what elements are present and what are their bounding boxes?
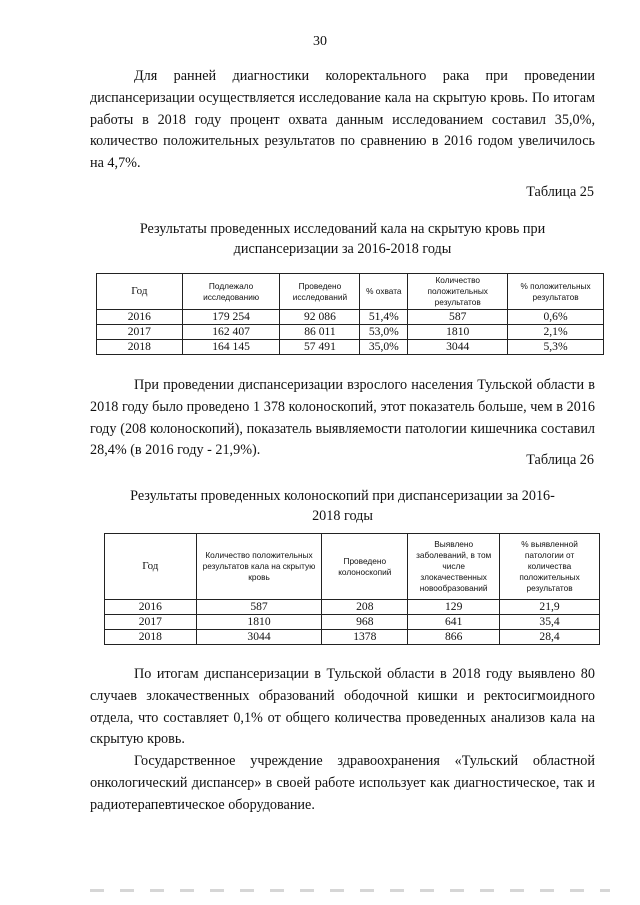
table-cell: 2018 (105, 630, 197, 645)
table-cell: 3044 (408, 340, 508, 355)
table-row (97, 325, 604, 340)
table-row (97, 310, 604, 325)
table-row (105, 630, 600, 645)
table-26-header: % выявленной патологии от количества положительных результатов (500, 534, 600, 600)
table-cell: 1810 (408, 325, 508, 340)
table-26-header: Проведено колоноскопий (322, 534, 408, 600)
paragraph-findings (90, 664, 595, 751)
table-cell: 2017 (105, 615, 197, 630)
table-cell: 0,6% (508, 310, 604, 325)
paragraph-text: При проведении диспансеризации взрослого населения Тульской области в 2018 году было проведено 1 378 колоноскопий, этот показатель больше, чем в 2016 году (208 колоноскопий), показатель выявляемости патологии кишечника составил 28,4% (в 2016 году - 21,9%). (90, 377, 595, 459)
table-25-header: Количество положительных результатов (408, 274, 508, 310)
paragraph-colonoscopy (90, 375, 595, 462)
table-cell: 3044 (196, 630, 322, 645)
table-cell: 164 145 (182, 340, 280, 355)
table-cell: 1378 (322, 630, 408, 645)
table-25-header: Год (97, 274, 183, 310)
table-25-title: Результаты проведенных исследований кала на скрытую кровь при диспансеризации за 2016-2018 годы (139, 221, 546, 257)
paragraph-colorectal-screening (90, 66, 595, 175)
table-cell: 587 (408, 310, 508, 325)
table-cell: 57 491 (280, 340, 360, 355)
table-26-header: Выявлено заболеваний, в том числе злокачественных новообразований (408, 534, 500, 600)
table-row (105, 600, 600, 615)
table-cell: 21,9 (500, 600, 600, 615)
table-26-header: Год (105, 534, 197, 600)
table-cell: 2016 (105, 600, 197, 615)
table-cell: 641 (408, 615, 500, 630)
table-cell: 35,0% (360, 340, 408, 355)
table-26 (104, 533, 600, 645)
table-25 (96, 273, 604, 355)
table-26-caption: Таблица 26 (526, 452, 594, 468)
table-cell: 866 (408, 630, 500, 645)
table-cell: 179 254 (182, 310, 280, 325)
table-cell: 2018 (97, 340, 183, 355)
table-cell: 208 (322, 600, 408, 615)
table-cell: 968 (322, 615, 408, 630)
table-cell: 86 011 (280, 325, 360, 340)
table-cell: 2016 (97, 310, 183, 325)
table-cell: 51,4% (360, 310, 408, 325)
table-25-header: % положительных результатов (508, 274, 604, 310)
paragraph-oncology-dispensary (90, 751, 595, 816)
scan-artifact-divider (90, 889, 610, 892)
table-25-caption: Таблица 25 (526, 184, 594, 200)
table-26-header: Количество положительных результатов кала на скрытую кровь (196, 534, 322, 600)
table-cell: 162 407 (182, 325, 280, 340)
table-26-title: Результаты проведенных колоноскопий при диспансеризации за 2016-2018 годы (130, 488, 555, 524)
table-cell: 129 (408, 600, 500, 615)
table-cell: 28,4 (500, 630, 600, 645)
table-cell: 5,3% (508, 340, 604, 355)
table-cell: 2017 (97, 325, 183, 340)
table-cell: 53,0% (360, 325, 408, 340)
table-cell: 1810 (196, 615, 322, 630)
table-row (97, 340, 604, 355)
paragraph-text: По итогам диспансеризации в Тульской области в 2018 году выявлено 80 случаев злокачественных образований ободочной кишки и ректосигмоидного отдела, что составляет 0,1% от общего количества проведенных анализов кала на скрытую кровь. (90, 666, 595, 748)
table-cell: 92 086 (280, 310, 360, 325)
table-25-header: Подлежало исследованию (182, 274, 280, 310)
page-number: 30 (313, 34, 327, 49)
paragraph-text: Государственное учреждение здравоохранения «Тульский областной онкологический диспансер» в своей работе использует как диагностическое, так и радиотерапевтическое оборудование. (90, 753, 595, 813)
table-25-header: % охвата (360, 274, 408, 310)
table-row (105, 615, 600, 630)
table-25-header: Проведено исследований (280, 274, 360, 310)
table-cell: 35,4 (500, 615, 600, 630)
paragraph-text: Для ранней диагностики колоректального рака при проведении диспансеризации осуществляется исследование кала на скрытую кровь. По итогам работы в 2018 году процент охвата данным исследованием составил 35,0%, количество положительных результатов по сравнению в 2016 годом увеличилось на 4,7%. (90, 68, 595, 172)
table-cell: 587 (196, 600, 322, 615)
table-cell: 2,1% (508, 325, 604, 340)
